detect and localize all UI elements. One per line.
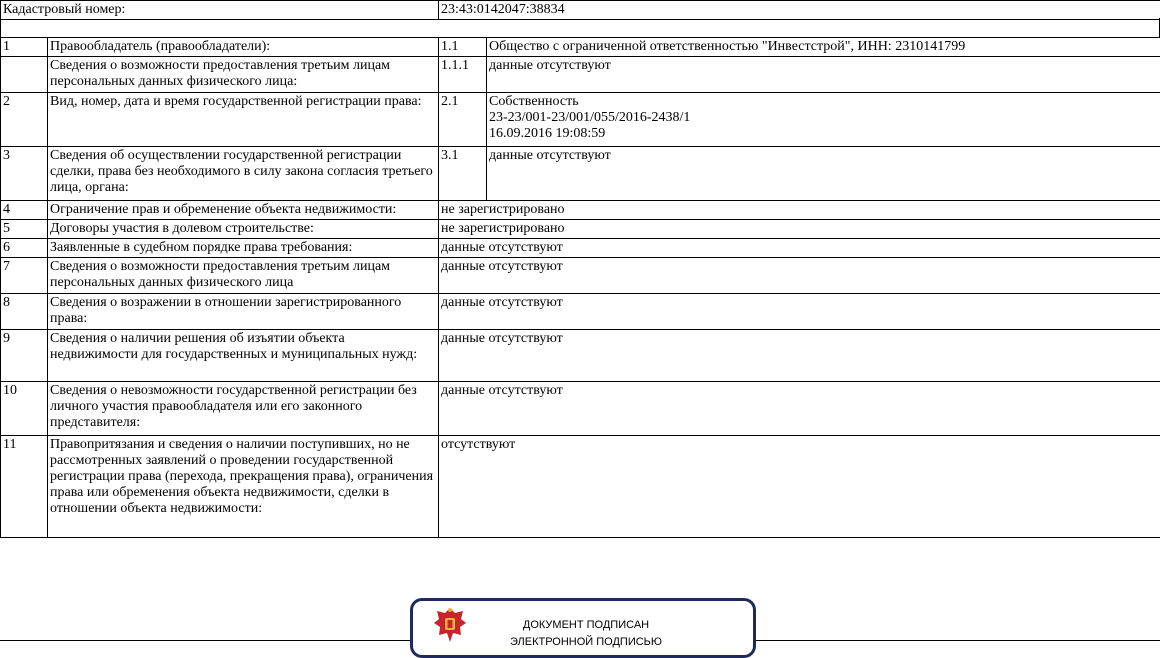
row-number: 3 xyxy=(1,147,48,201)
stamp-line-1: ДОКУМЕНТ ПОДПИСАН xyxy=(413,617,759,633)
row-label: Договоры участия в долевом строительстве: xyxy=(48,220,439,239)
row-number: 9 xyxy=(1,330,48,382)
row-number: 5 xyxy=(1,220,48,239)
signature-rule-left xyxy=(0,640,410,641)
row-label: Правопритязания и сведения о наличии поступивших, но не рассмотренных заявлений о проведении государственной регистрации права (перехода, прекращения права), ограничения права или обременения объекта недвижимости, сделки в отношении объекта недвижимости: xyxy=(48,436,439,538)
row-value: данные отсутствуют xyxy=(439,258,1160,294)
row-value: данные отсутствуют xyxy=(487,147,1160,201)
table-row xyxy=(1,294,1160,330)
row-number xyxy=(1,57,48,93)
row-value: отсутствуют xyxy=(439,436,1160,538)
row-subnumber: 1.1.1 xyxy=(439,57,487,93)
table-row xyxy=(1,258,1160,294)
cadastral-number: 23:43:0142047:38834 xyxy=(439,1,1160,20)
signature-rule-right xyxy=(756,640,1160,641)
e-signature-stamp xyxy=(410,598,756,658)
row-value: данные отсутствуют xyxy=(439,239,1160,258)
row-value: данные отсутствуют xyxy=(439,294,1160,330)
row-label: Сведения о возможности предоставления третьим лицам персональных данных физического лица: xyxy=(48,57,439,93)
rights-table xyxy=(0,37,1160,538)
table-row xyxy=(1,57,1160,93)
row-subnumber: 3.1 xyxy=(439,147,487,201)
row-label: Ограничение прав и обременение объекта недвижимости: xyxy=(48,201,439,220)
row-label: Сведения об осуществлении государственной регистрации сделки, права без необходимого в силу закона согласия третьего лица, органа: xyxy=(48,147,439,201)
table-row xyxy=(1,220,1160,239)
row-number: 7 xyxy=(1,258,48,294)
row-number: 11 xyxy=(1,436,48,538)
row-value: данные отсутствуют xyxy=(439,330,1160,382)
row-label: Сведения о возражении в отношении зарегистрированного права: xyxy=(48,294,439,330)
row-subnumber: 2.1 xyxy=(439,93,487,147)
row-label: Вид, номер, дата и время государственной регистрации права: xyxy=(48,93,439,147)
row-number: 2 xyxy=(1,93,48,147)
row-number: 8 xyxy=(1,294,48,330)
row-label: Сведения о невозможности государственной регистрации без личного участия правообладателя или его законного представителя: xyxy=(48,382,439,436)
stamp-line-2: ЭЛЕКТРОННОЙ ПОДПИСЬЮ xyxy=(413,634,759,650)
row-subnumber: 1.1 xyxy=(439,38,487,57)
table-row xyxy=(1,201,1160,220)
table-row xyxy=(1,330,1160,382)
table-row xyxy=(1,382,1160,436)
table-row xyxy=(1,38,1160,57)
row-value: данные отсутствуют xyxy=(487,57,1160,93)
row-label: Сведения о возможности предоставления третьим лицам персональных данных физического лица xyxy=(48,258,439,294)
table-row xyxy=(1,436,1160,538)
row-value: не зарегистрировано xyxy=(439,201,1160,220)
separator xyxy=(0,18,1160,37)
row-label: Заявленные в судебном порядке права требования: xyxy=(48,239,439,258)
row-value: Общество с ограниченной ответственностью "Инвестстрой", ИНН: 2310141799 xyxy=(487,38,1160,57)
row-label: Правообладатель (правообладатели): xyxy=(48,38,439,57)
row-number: 1 xyxy=(1,38,48,57)
row-value: данные отсутствуют xyxy=(439,382,1160,436)
row-number: 10 xyxy=(1,382,48,436)
row-number: 6 xyxy=(1,239,48,258)
table-row xyxy=(1,93,1160,147)
cadastral-header xyxy=(0,0,1160,20)
table-row xyxy=(1,147,1160,201)
row-number: 4 xyxy=(1,201,48,220)
row-value: не зарегистрировано xyxy=(439,220,1160,239)
row-value: Собственность 23-23/001-23/001/055/2016-2438/1 16.09.2016 19:08:59 xyxy=(487,93,1160,147)
row-label: Сведения о наличии решения об изъятии объекта недвижимости для государственных и муниципальных нужд: xyxy=(48,330,439,382)
cadastral-label: Кадастровый номер: xyxy=(1,1,439,20)
table-row xyxy=(1,239,1160,258)
